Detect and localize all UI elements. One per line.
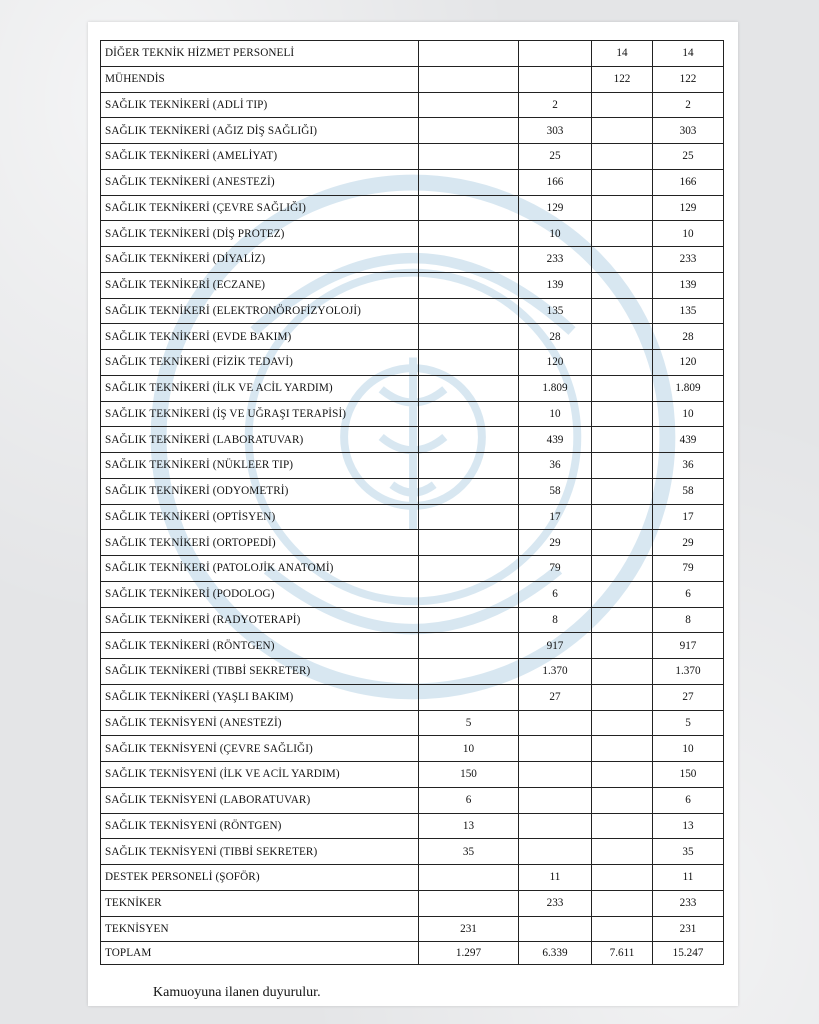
col-c — [592, 478, 653, 504]
col-b: 917 — [519, 633, 592, 659]
row-name: SAĞLIK TEKNİKERİ (AĞIZ DİŞ SAĞLIĞI) — [101, 118, 419, 144]
col-c — [592, 427, 653, 453]
col-c — [592, 247, 653, 273]
col-c — [592, 633, 653, 659]
row-name: SAĞLIK TEKNİKERİ (RÖNTGEN) — [101, 633, 419, 659]
col-d: 2 — [653, 92, 724, 118]
col-c — [592, 324, 653, 350]
col-d: 233 — [653, 890, 724, 916]
col-d: 6 — [653, 787, 724, 813]
col-c — [592, 736, 653, 762]
col-a: 231 — [419, 916, 519, 942]
col-d: 233 — [653, 247, 724, 273]
col-a: 13 — [419, 813, 519, 839]
col-c — [592, 298, 653, 324]
col-d: 28 — [653, 324, 724, 350]
col-b — [519, 762, 592, 788]
table-row — [101, 478, 724, 504]
table-row — [101, 787, 724, 813]
row-name: SAĞLIK TEKNİKERİ (ÇEVRE SAĞLIĞI) — [101, 195, 419, 221]
total-col-d: 15.247 — [653, 942, 724, 965]
row-name: SAĞLIK TEKNİSYENİ (ANESTEZİ) — [101, 710, 419, 736]
col-c — [592, 916, 653, 942]
col-a — [419, 195, 519, 221]
col-b: 129 — [519, 195, 592, 221]
col-c — [592, 530, 653, 556]
col-b — [519, 839, 592, 865]
col-a — [419, 66, 519, 92]
col-d: 303 — [653, 118, 724, 144]
col-c — [592, 865, 653, 891]
col-d: 6 — [653, 581, 724, 607]
col-a — [419, 453, 519, 479]
staff-table — [100, 40, 724, 965]
col-d: 10 — [653, 401, 724, 427]
document-page — [88, 22, 738, 1006]
table-row — [101, 916, 724, 942]
col-d: 14 — [653, 41, 724, 67]
table-row — [101, 504, 724, 530]
row-name: SAĞLIK TEKNİKERİ (PATOLOJİK ANATOMİ) — [101, 556, 419, 582]
col-c — [592, 375, 653, 401]
col-c — [592, 118, 653, 144]
col-a — [419, 684, 519, 710]
col-a — [419, 221, 519, 247]
col-a — [419, 556, 519, 582]
row-name: SAĞLIK TEKNİSYENİ (TIBBİ SEKRETER) — [101, 839, 419, 865]
col-a: 150 — [419, 762, 519, 788]
row-name: TEKNİKER — [101, 890, 419, 916]
col-d: 10 — [653, 221, 724, 247]
col-a — [419, 607, 519, 633]
row-name: SAĞLIK TEKNİKERİ (ELEKTRONÖROFİZYOLOJİ) — [101, 298, 419, 324]
col-b — [519, 813, 592, 839]
col-a — [419, 401, 519, 427]
row-name: SAĞLIK TEKNİSYENİ (RÖNTGEN) — [101, 813, 419, 839]
row-name: SAĞLIK TEKNİSYENİ (ÇEVRE SAĞLIĞI) — [101, 736, 419, 762]
col-b: 10 — [519, 401, 592, 427]
col-b: 28 — [519, 324, 592, 350]
col-c — [592, 92, 653, 118]
col-a — [419, 324, 519, 350]
row-name: SAĞLIK TEKNİKERİ (ODYOMETRİ) — [101, 478, 419, 504]
col-b — [519, 66, 592, 92]
col-c: 14 — [592, 41, 653, 67]
col-a — [419, 633, 519, 659]
col-b — [519, 787, 592, 813]
col-d: 79 — [653, 556, 724, 582]
col-b: 36 — [519, 453, 592, 479]
total-col-c: 7.611 — [592, 942, 653, 965]
row-name: SAĞLIK TEKNİKERİ (AMELİYAT) — [101, 144, 419, 170]
closing-statement: Kamuoyuna ilanen duyurulur. — [153, 985, 321, 1000]
col-c — [592, 221, 653, 247]
col-d: 1.809 — [653, 375, 724, 401]
col-a — [419, 659, 519, 685]
col-d: 27 — [653, 684, 724, 710]
col-b: 17 — [519, 504, 592, 530]
col-b: 1.370 — [519, 659, 592, 685]
col-b — [519, 736, 592, 762]
col-b — [519, 916, 592, 942]
col-a: 10 — [419, 736, 519, 762]
row-name: SAĞLIK TEKNİKERİ (ADLİ TIP) — [101, 92, 419, 118]
table-row — [101, 221, 724, 247]
total-col-b: 6.339 — [519, 942, 592, 965]
col-d: 1.370 — [653, 659, 724, 685]
col-d: 17 — [653, 504, 724, 530]
row-name: SAĞLIK TEKNİSYENİ (LABORATUVAR) — [101, 787, 419, 813]
col-c — [592, 272, 653, 298]
col-a — [419, 41, 519, 67]
row-name: SAĞLIK TEKNİKERİ (ECZANE) — [101, 272, 419, 298]
col-d: 150 — [653, 762, 724, 788]
table-row — [101, 401, 724, 427]
col-b: 58 — [519, 478, 592, 504]
col-d: 166 — [653, 169, 724, 195]
row-name: SAĞLIK TEKNİKERİ (LABORATUVAR) — [101, 427, 419, 453]
col-b: 303 — [519, 118, 592, 144]
col-c — [592, 890, 653, 916]
table-row — [101, 581, 724, 607]
table-row — [101, 633, 724, 659]
row-name: SAĞLIK TEKNİSYENİ (İLK VE ACİL YARDIM) — [101, 762, 419, 788]
col-d: 139 — [653, 272, 724, 298]
col-c — [592, 453, 653, 479]
col-b — [519, 710, 592, 736]
col-d: 36 — [653, 453, 724, 479]
col-b — [519, 41, 592, 67]
col-b: 2 — [519, 92, 592, 118]
col-d: 135 — [653, 298, 724, 324]
col-a — [419, 247, 519, 273]
table-row — [101, 247, 724, 273]
col-d: 122 — [653, 66, 724, 92]
col-d: 35 — [653, 839, 724, 865]
col-a — [419, 478, 519, 504]
row-name: SAĞLIK TEKNİKERİ (DİYALİZ) — [101, 247, 419, 273]
col-d: 29 — [653, 530, 724, 556]
col-b: 120 — [519, 350, 592, 376]
col-b: 233 — [519, 890, 592, 916]
table-body — [101, 41, 724, 942]
col-b: 79 — [519, 556, 592, 582]
col-a — [419, 92, 519, 118]
col-d: 58 — [653, 478, 724, 504]
table-row — [101, 659, 724, 685]
row-name: DESTEK PERSONELİ (ŞOFÖR) — [101, 865, 419, 891]
row-name: DİĞER TEKNİK HİZMET PERSONELİ — [101, 41, 419, 67]
col-b: 1.809 — [519, 375, 592, 401]
col-d: 25 — [653, 144, 724, 170]
col-d: 10 — [653, 736, 724, 762]
col-d: 11 — [653, 865, 724, 891]
table-row — [101, 762, 724, 788]
col-a — [419, 375, 519, 401]
col-c — [592, 787, 653, 813]
row-name: SAĞLIK TEKNİKERİ (İŞ VE UĞRAŞI TERAPİSİ) — [101, 401, 419, 427]
table-row — [101, 530, 724, 556]
row-name: SAĞLIK TEKNİKERİ (OPTİSYEN) — [101, 504, 419, 530]
col-c — [592, 813, 653, 839]
total-label: TOPLAM — [101, 942, 419, 965]
col-c — [592, 839, 653, 865]
col-c — [592, 504, 653, 530]
col-a — [419, 272, 519, 298]
row-name: SAĞLIK TEKNİKERİ (FİZİK TEDAVİ) — [101, 350, 419, 376]
col-d: 129 — [653, 195, 724, 221]
table-row — [101, 890, 724, 916]
col-b: 11 — [519, 865, 592, 891]
col-a — [419, 530, 519, 556]
table-row — [101, 195, 724, 221]
row-name: SAĞLIK TEKNİKERİ (TIBBİ SEKRETER) — [101, 659, 419, 685]
row-name: SAĞLIK TEKNİKERİ (RADYOTERAPİ) — [101, 607, 419, 633]
col-a — [419, 118, 519, 144]
row-name: SAĞLIK TEKNİKERİ (ORTOPEDİ) — [101, 530, 419, 556]
table-row — [101, 684, 724, 710]
col-b: 8 — [519, 607, 592, 633]
col-c — [592, 169, 653, 195]
col-a: 6 — [419, 787, 519, 813]
col-a: 5 — [419, 710, 519, 736]
col-c — [592, 195, 653, 221]
col-b: 166 — [519, 169, 592, 195]
row-name: SAĞLIK TEKNİKERİ (EVDE BAKIM) — [101, 324, 419, 350]
table-row — [101, 41, 724, 67]
row-name: SAĞLIK TEKNİKERİ (YAŞLI BAKIM) — [101, 684, 419, 710]
col-b: 25 — [519, 144, 592, 170]
col-c — [592, 659, 653, 685]
table-row — [101, 839, 724, 865]
col-d: 8 — [653, 607, 724, 633]
row-name: SAĞLIK TEKNİKERİ (İLK VE ACİL YARDIM) — [101, 375, 419, 401]
total-row — [101, 942, 724, 965]
col-b: 27 — [519, 684, 592, 710]
total-col-a: 1.297 — [419, 942, 519, 965]
col-a — [419, 350, 519, 376]
row-name: TEKNİSYEN — [101, 916, 419, 942]
col-c — [592, 607, 653, 633]
table-row — [101, 144, 724, 170]
col-c — [592, 556, 653, 582]
col-d: 439 — [653, 427, 724, 453]
col-d: 917 — [653, 633, 724, 659]
col-d: 5 — [653, 710, 724, 736]
table-row — [101, 272, 724, 298]
table-row — [101, 453, 724, 479]
table-row — [101, 736, 724, 762]
col-a — [419, 890, 519, 916]
table-row — [101, 66, 724, 92]
col-c — [592, 350, 653, 376]
col-c — [592, 581, 653, 607]
row-name: SAĞLIK TEKNİKERİ (DİŞ PROTEZ) — [101, 221, 419, 247]
col-c — [592, 401, 653, 427]
col-a — [419, 298, 519, 324]
col-a — [419, 581, 519, 607]
col-b: 135 — [519, 298, 592, 324]
row-name: MÜHENDİS — [101, 66, 419, 92]
col-c — [592, 710, 653, 736]
table-row — [101, 92, 724, 118]
col-d: 231 — [653, 916, 724, 942]
col-a — [419, 504, 519, 530]
col-b: 10 — [519, 221, 592, 247]
col-c — [592, 684, 653, 710]
table-row — [101, 169, 724, 195]
table-row — [101, 118, 724, 144]
col-a — [419, 865, 519, 891]
col-a — [419, 144, 519, 170]
col-a: 35 — [419, 839, 519, 865]
table-row — [101, 556, 724, 582]
table-row — [101, 427, 724, 453]
row-name: SAĞLIK TEKNİKERİ (PODOLOG) — [101, 581, 419, 607]
col-b: 6 — [519, 581, 592, 607]
col-c — [592, 762, 653, 788]
col-b: 439 — [519, 427, 592, 453]
table-row — [101, 375, 724, 401]
col-c: 122 — [592, 66, 653, 92]
col-b: 29 — [519, 530, 592, 556]
col-c — [592, 144, 653, 170]
col-d: 120 — [653, 350, 724, 376]
row-name: SAĞLIK TEKNİKERİ (NÜKLEER TIP) — [101, 453, 419, 479]
row-name: SAĞLIK TEKNİKERİ (ANESTEZİ) — [101, 169, 419, 195]
col-b: 233 — [519, 247, 592, 273]
table-row — [101, 350, 724, 376]
table-row — [101, 298, 724, 324]
col-d: 13 — [653, 813, 724, 839]
table-row — [101, 324, 724, 350]
col-a — [419, 169, 519, 195]
table-row — [101, 710, 724, 736]
col-b: 139 — [519, 272, 592, 298]
table-row — [101, 607, 724, 633]
col-a — [419, 427, 519, 453]
table-row — [101, 865, 724, 891]
table-row — [101, 813, 724, 839]
